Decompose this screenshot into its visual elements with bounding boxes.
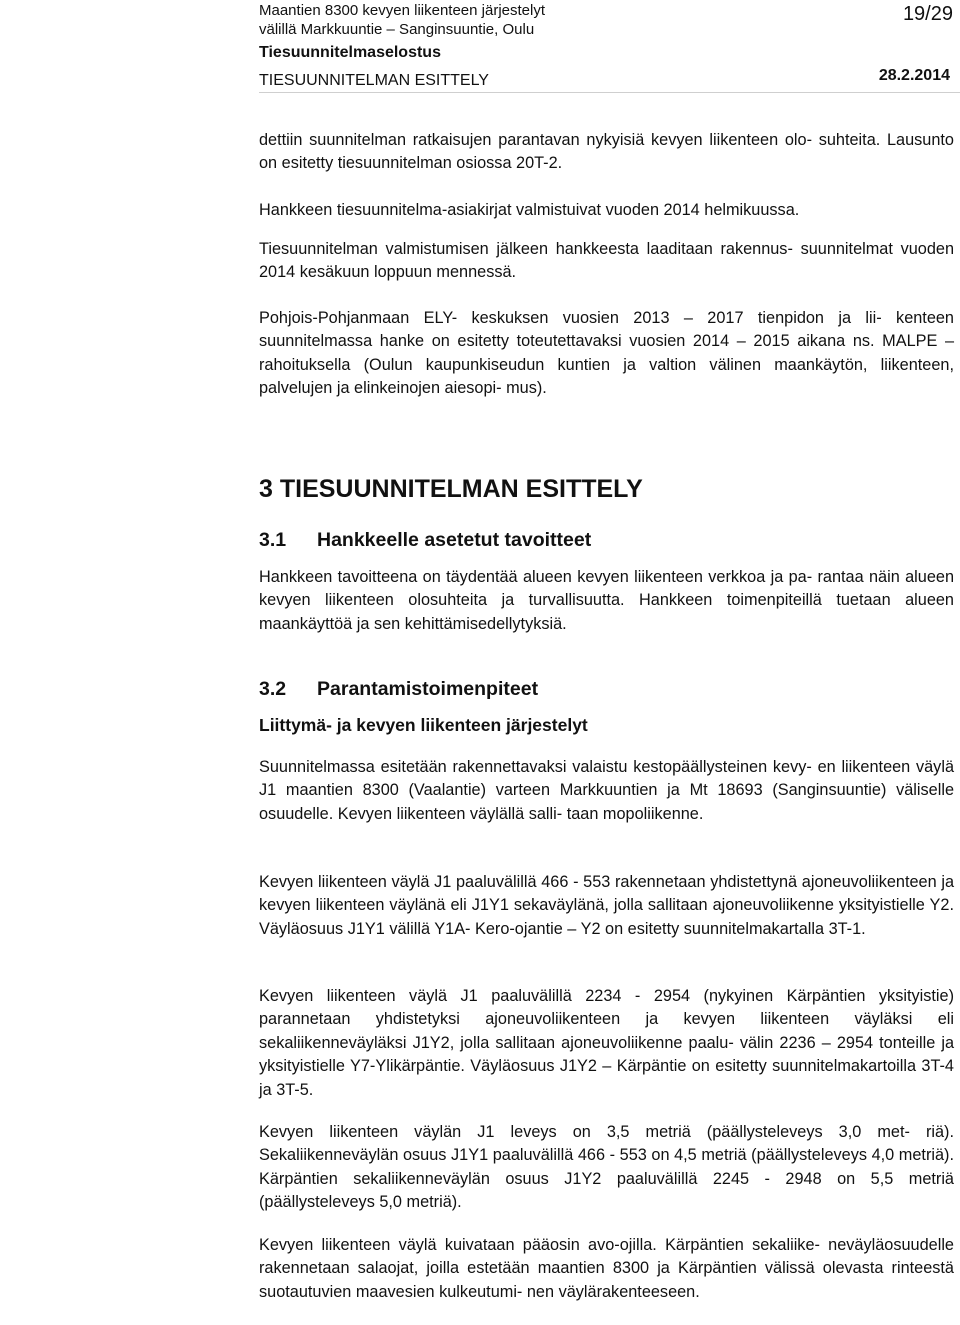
subsection-heading-goals (259, 528, 591, 552)
header-page-number: 19/29 (902, 3, 953, 25)
paragraph-drainage: Kevyen liikenteen väylä kuivataan pääosin avo-ojilla. Kärpäntien sekaliike- neväyläosuudelle rakennetaan salaojat, joilla estetään maantien 8300 ja Kärpäntien välissä olevasta rinteestä suotautuvien maavesien kulkeutumi- nen väylärakenteeseen. (259, 1236, 954, 1301)
paragraph-statement: dettiin suunnitelman ratkaisujen parantavan nykyisiä kevyen liikenteen olo- suhteita. Lausunto on esitetty tiesuunnitelman osiossa 20T-2. (259, 131, 954, 173)
paragraph-route-j1y2: Kevyen liikenteen väylä J1 paaluvälillä 2234 - 2954 (nykyinen Kärpäntien yksityistie) parannetaan yhdistetyksi ajoneuvoliikenteen ja kevyen liikenteen väyläksi eli sekaliikenneväyläksi J1Y2, jolla sallitaan ajoneuvoliikenne paalu- välin 2236 – 2954 tonteille ja yksityistielle Y7-Ylikärpäntie. Väyläosuus J1Y2 – Kärpäntie on esitetty suunnitelmakartoilla 3T-4 ja 3T-5. (259, 987, 954, 1099)
header-project-subtitle: välillä Markkuuntie – Sanginsuuntie, Oulu (259, 21, 535, 38)
paragraph-route-j1y1: Kevyen liikenteen väylä J1 paaluvälillä 466 - 553 rakennetaan yhdistettynä ajoneuvoliikenteen ja kevyen liikenteen väylänä eli J1Y1 sekaväylänä, jolla sallitaan ajoneuvoliikenne yksityistielle Y2. Väyläosuus J1Y1 välillä Y1A- Kero-ojantie – Y2 on esitetty suunnitelmakartalla 3T-1. (259, 873, 954, 938)
section-heading: 3 TIESUUNNITELMAN ESITTELY (259, 475, 643, 503)
sub-subsection-heading: Liittymä- ja kevyen liikenteen järjestelyt (259, 715, 588, 735)
header-date: 28.2.2014 (878, 67, 950, 84)
paragraph-documents-ready: Hankkeen tiesuunnitelma-asiakirjat valmistuivat vuoden 2014 helmikuussa. (259, 201, 800, 219)
header-divider (259, 92, 960, 93)
header-section-name: TIESUUNNITELMAN ESITTELY (259, 72, 489, 89)
paragraph-route-j1: Suunnitelmassa esitetään rakennettavaksi valaistu kestopäällysteinen kevy- en liikenteen väylä J1 maantien 8300 (Vaalantie) varteen Markkuuntien ja Mt 18693 (Sanginsuuntie) väliselle osuudelle. Kevyen liikenteen väylällä salli- taan mopoliikenne. (259, 758, 954, 823)
subsection-title: Parantamistoimenpiteet (317, 678, 539, 700)
paragraph-funding: Pohjois-Pohjanmaan ELY- keskuksen vuosien 2013 – 2017 tienpidon ja lii- kenteen suunnitelmassa hanke on esitetty toteutettavaksi vuosien 2014 – 2015 aikana ns. MALPE – rahoituksella (Oulun kaupunkiseudun kuntien ja valtion välinen maankäytön, liikenteen, palvelujen ja elinkeinojen aiesopi- mus). (259, 309, 954, 398)
subsection-title: Hankkeelle asetetut tavoitteet (317, 529, 592, 551)
subsection-number: 3.2 (259, 678, 287, 700)
header-project-title: Maantien 8300 kevyen liikenteen järjestelyt (259, 2, 546, 19)
header-document-type: Tiesuunnitelmaselostus (259, 44, 441, 61)
subsection-number: 3.1 (259, 529, 287, 551)
paragraph-widths: Kevyen liikenteen väylän J1 leveys on 3,5 metriä (päällysteleveys 3,0 met- riä). Sekaliikenneväylän osuus J1Y1 paaluvälillä 466 - 553 on 4,5 metriä (päällysteleveys 4,0 metriä). Kärpäntien sekaliikenneväylän osuus J1Y2 paaluvälillä 2245 - 2948 on 5,5 metriä (päällysteleveys 5,0 metriä). (259, 1123, 954, 1212)
paragraph-construction-plans: Tiesuunnitelman valmistumisen jälkeen hankkeesta laaditaan rakennus- suunnitelmat vuoden 2014 kesäkuun loppuun mennessä. (259, 240, 954, 282)
subsection-heading-measures (259, 677, 538, 701)
paragraph-goals: Hankkeen tavoitteena on täydentää alueen kevyen liikenteen verkkoa ja pa- rantaa näin alueen kevyen liikenteen olosuhteita ja turvallisuutta. Hankkeen toimenpiteillä tuetaan alueen maankäyttöä ja sen kehittämisedellytyksiä. (259, 568, 954, 633)
